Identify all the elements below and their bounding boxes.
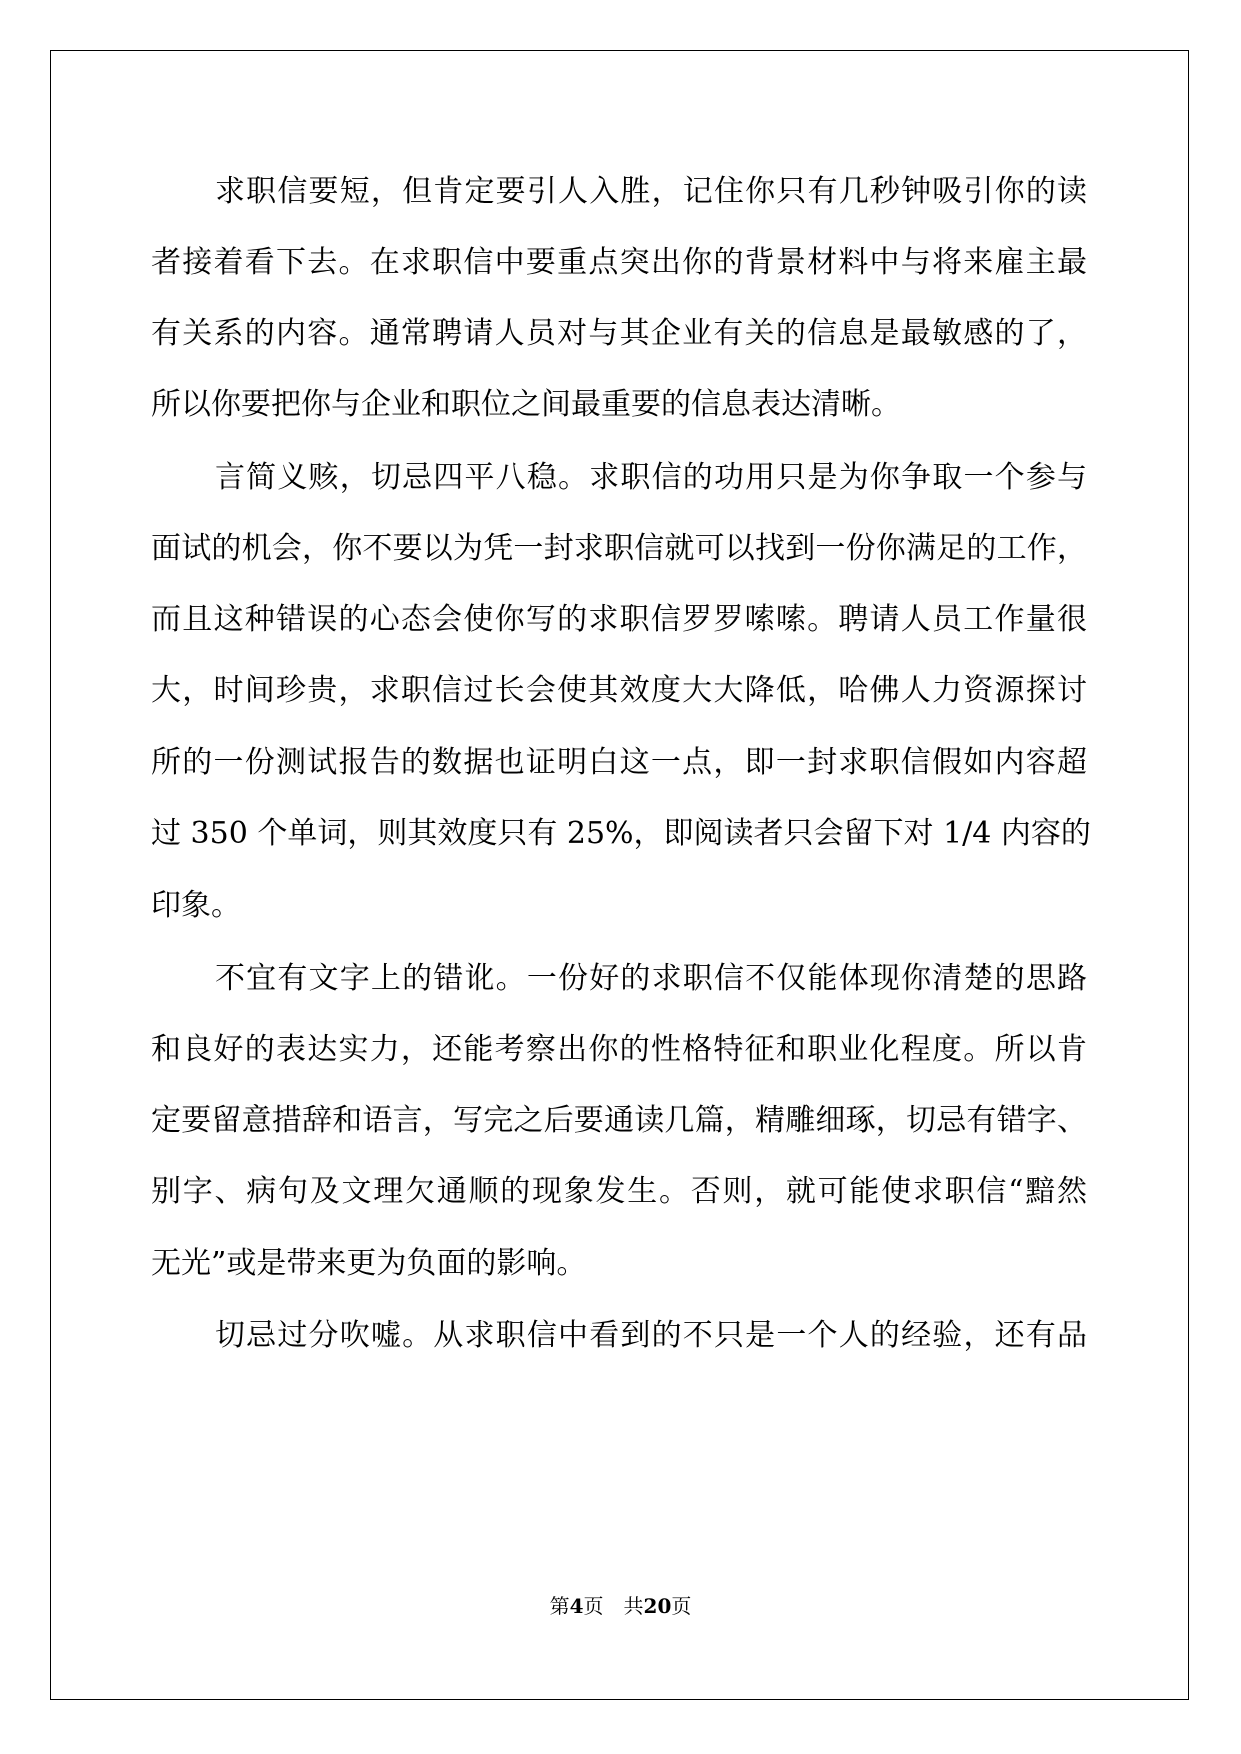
paragraph-1-line-2: 者接着看下去。在求职信中要重点突出你的背景材料中与将来雇主最 — [151, 245, 1087, 280]
paragraph-2-line-1: 言简义赅，切忌四平八稳。求职信的功用只是为你争取一个参与 — [215, 460, 1087, 495]
paragraph-1-line-4: 所以你要把你与企业和职位之间最重要的信息表达清晰。 — [151, 387, 901, 422]
paragraph-2-line-4: 大，时间珍贵，求职信过长会使其效度大大降低，哈佛人力资源探讨 — [151, 673, 1087, 708]
paragraph-2-line-5: 所的一份测试报告的数据也证明白这一点，即一封求职信假如内容超 — [151, 745, 1087, 780]
page-border — [50, 50, 1189, 1700]
footer-middle: 页 共 — [583, 1594, 644, 1618]
paragraph-1-line-1: 求职信要短，但肯定要引人入胜，记住你只有几秒钟吸引你的读 — [215, 174, 1087, 209]
paragraph-3-line-4: 别字、病句及文理欠通顺的现象发生。否则，就可能使求职信“黯然 — [151, 1174, 1087, 1209]
paragraph-4-line-1: 切忌过分吹嘘。从求职信中看到的不只是一个人的经验，还有品 — [215, 1318, 1087, 1353]
paragraph-2-line-6: 过 350 个单词，则其效度只有 25%，即阅读者只会留下对 1/4 内容的 — [151, 816, 1091, 851]
paragraph-3-line-1: 不宜有文字上的错讹。一份好的求职信不仅能体现你清楚的思路 — [215, 961, 1087, 996]
paragraph-3-line-2: 和良好的表达实力，还能考察出你的性格特征和职业化程度。所以肯 — [151, 1032, 1087, 1067]
paragraph-2-line-7: 印象。 — [151, 888, 241, 923]
paragraph-3-line-5: 无光”或是带来更为负面的影响。 — [151, 1246, 587, 1281]
footer-prefix: 第 — [549, 1594, 570, 1618]
footer-page-number: 4 — [569, 1594, 584, 1618]
footer-total-pages: 20 — [643, 1594, 672, 1618]
footer-suffix: 页 — [671, 1594, 692, 1618]
paragraph-2-line-2: 面试的机会，你不要以为凭一封求职信就可以找到一份你满足的工作， — [151, 531, 1087, 566]
paragraph-3-line-3: 定要留意措辞和语言，写完之后要通读几篇，精雕细琢，切忌有错字、 — [151, 1103, 1087, 1138]
paragraph-2-line-3: 而且这种错误的心态会使你写的求职信罗罗嗦嗦。聘请人员工作量很 — [151, 602, 1087, 637]
page-footer — [0, 1592, 1241, 1620]
paragraph-1-line-3: 有关系的内容。通常聘请人员对与其企业有关的信息是最敏感的了， — [151, 316, 1087, 351]
